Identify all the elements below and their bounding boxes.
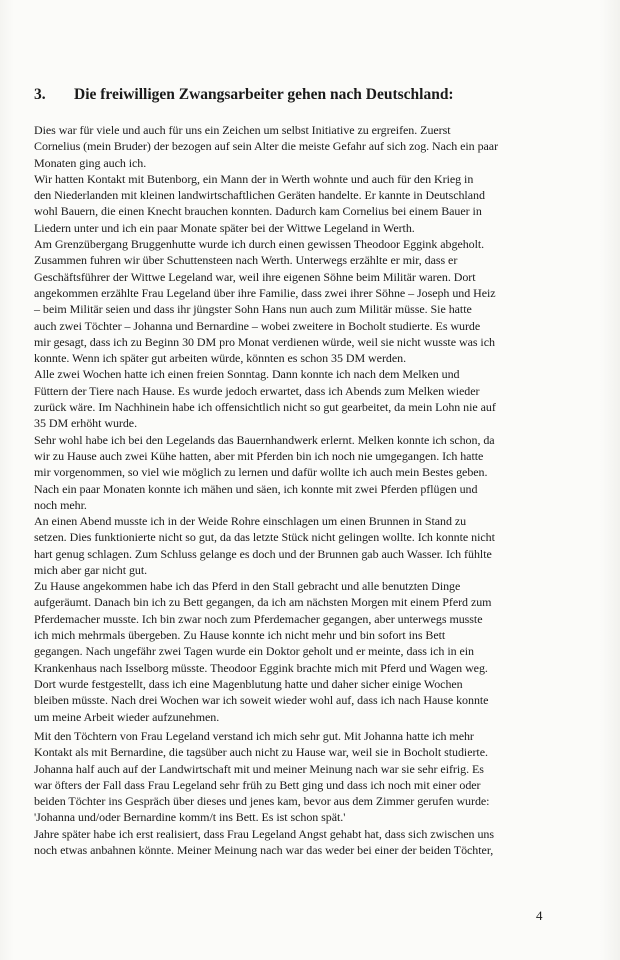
text-line: Wir hatten Kontakt mit Butenborg, ein Mann der in Werth wohnte und auch für den Krieg in [34,171,474,186]
text-line: hart genug schlagen. Zum Schluss gelange es doch und der Brunnen gab auch Wasser. Ich fühlte [34,546,492,561]
text-line: um meine Arbeit wieder aufzunehmen. [34,709,220,724]
text-line: Dies war für viele und auch für uns ein Zeichen um selbst Initiative zu ergreifen. Zuerst [34,123,451,137]
paragraph-3 [34,728,554,858]
text-line: beiden Töchter ins Gespräch über dieses und jenes kam, bevor aus dem Zimmer gerufen wurde: [34,794,490,809]
text-line: Kontakt als mit Bernardine, die tagsüber auch nicht zu Hause war, weil sie in Bocholt studierte. [34,745,488,760]
text-line: noch etwas anbahnen könnte. Meiner Meinung nach war das weder bei einer der beiden Töchter, [34,843,494,858]
section-number: 3. [34,86,46,103]
page-number: 4 [536,908,543,923]
text-line: wir zu Hause auch zwei Kühe hatten, aber mit Pferden bin ich noch nie umgegangen. Ich hatte [34,448,484,463]
text-line: Zu Hause angekommen habe ich das Pferd in den Stall gebracht und alle benutzten Dinge [34,579,461,594]
text-line: mir gesagt, dass ich zu Beginn 30 DM pro Monat verdienen würde, weil sie nicht wusste was ich [34,334,495,349]
text-line: bleiben müsste. Nach drei Wochen war ich soweit wieder wohl auf, dass ich nach Hause konnte [34,693,489,708]
text-line: Mit den Töchtern von Frau Legeland verstand ich mich sehr gut. Mit Johanna hatte ich mehr [34,729,474,743]
text-line: 'Johanna und/oder Bernardine komm/t ins Bett. Es ist schon spät.' [34,810,346,825]
text-line: Liedern unter und ich ein paar Monate später bei der Wittwe Legeland in Werth. [34,220,415,235]
text-line: noch mehr. [34,497,87,512]
text-line: war öfters der Fall dass Frau Legeland sehr früh zu Bett ging und dass ich noch mit einer oder [34,777,481,792]
text-line: Pferdemacher musste. Ich bin zwar noch zum Pferdemacher gegangen, aber unterwegs musste [34,611,483,626]
text-line: zurück wäre. Im Nachhinein habe ich offensichtlich nicht so gut gearbeitet, da mein Lohn nie auf [34,400,496,415]
text-line: Johanna half auch auf der Landwirtschaft mit und meiner Meinung nach war sie sehr eifrig. Es [34,761,484,776]
paragraph-1 [34,122,554,513]
text-line: auch zwei Töchter – Johanna und Bernardine – wobei zweitere in Bocholt studierte. Es wurde [34,318,481,333]
text-line: Zusammen fuhren wir über Schuttensteen nach Werth. Unterwegs erzählte er mir, dass er [34,253,458,268]
text-line: Monaten ging auch ich. [34,155,147,170]
text-line: aufgeräumt. Danach bin ich zu Bett gegangen, da ich am nächsten Morgen mit einem Pferd zum [34,595,492,610]
paragraph-2 [34,513,554,725]
text-line: mir vorgenommen, so viel wie möglich zu lernen und dafür wollte ich auch mein Bestes geben. [34,465,488,480]
section-title: Die freiwilligen Zwangsarbeiter gehen nach Deutschland: [74,86,454,103]
text-line: den Niederlanden mit kleinen landwirtschaftlichen Geräten handelte. Er kannte in Deutschland [34,188,485,203]
text-line: Dort wurde festgestellt, dass ich eine Magenblutung hatte und daher sicher einige Wochen [34,676,463,691]
text-line: Sehr wohl habe ich bei den Legelands das Bauernhandwerk erlernt. Melken konnte ich schon, da [34,432,495,447]
section-heading [34,86,594,104]
text-line: konnte. Wenn ich später gut arbeiten würde, könnten es schon 35 DM werden. [34,351,407,366]
text-line: Alle zwei Wochen hatte ich einen freien Sonntag. Dann konnte ich nach dem Melken und [34,367,460,382]
text-line: setzen. Dies funktionierte nicht so gut, da das letzte Stück nicht gelingen wollte. Ich konnte nicht [34,530,495,545]
text-line: Nach ein paar Monaten konnte ich mähen und säen, ich konnte mit zwei Pferden pflügen und [34,481,478,496]
text-line: ich mich mehrmals übergeben. Zu Hause konnte ich nicht mehr und bin sofort ins Bett [34,628,446,643]
text-line: Am Grenzübergang Bruggenhutte wurde ich durch einen gewissen Theodoor Eggink abgeholt. [34,237,485,252]
text-line: Füttern der Tiere nach Hause. Es wurde jedoch erwartet, dass ich Abends zum Melken wieder [34,383,480,398]
text-line: Krankenhaus nach Isselborg müsste. Theodoor Eggink brachte mich mit Pferd und Wagen weg. [34,660,488,675]
text-line: Jahre später habe ich erst realisiert, dass Frau Legeland Angst gehabt hat, dass sich zwischen uns [34,826,494,841]
text-line: mich aber gar nicht gut. [34,562,148,577]
text-line: An einen Abend musste ich in der Weide Rohre einschlagen um einen Brunnen in Stand zu [34,514,467,528]
text-line: Geschäftsführer der Wittwe Legeland war, weil ihre eigenen Söhne beim Militär waren. Dort [34,269,476,284]
text-line: angekommen erzählte Frau Legeland über ihre Familie, dass zwei ihrer Söhne – Joseph und Heiz [34,285,496,300]
text-line: wohl Bauern, die einen Knecht brauchen konnten. Dadurch kam Cornelius bei einem Bauer in [34,204,482,219]
text-line: 35 DM erhöht wurde. [34,416,138,431]
text-line: gegangen. Nach ungefähr zwei Tagen wurde ein Doktor geholt und er meinte, dass ich in ein [34,644,475,659]
text-line: Cornelius (mein Bruder) der bezogen auf sein Alter die meiste Gefahr auf sich zog. Nach ein paar [34,139,499,154]
text-line: – beim Militär seien und dass ihr jüngster Sohn Hans nun auch zum Militär müsse. Sie hatte [34,302,472,317]
